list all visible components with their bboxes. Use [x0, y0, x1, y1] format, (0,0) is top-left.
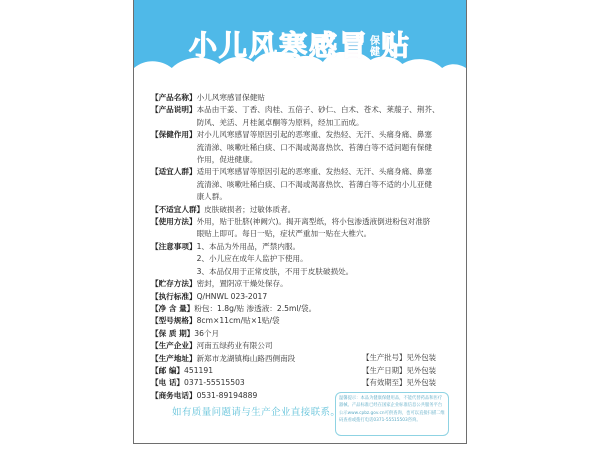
info-label: 【贮存方法】 — [151, 279, 197, 289]
info-label: 【型号规格】 — [151, 316, 197, 326]
info-label: 【产品名称】 — [151, 93, 197, 102]
info-label: 【生产地址】 — [151, 353, 197, 363]
info-value — [194, 303, 451, 315]
notice-box: 温馨提示：本品为健康保健用品，不能代替药品和医疗器械。产品标准已经在国家企业标准信息公共服务平台公示www.cpbz.gov.cn可供查询，也可以直接扫描二维码查看或拨打电话0371-55515503咨询。 — [335, 392, 449, 436]
info-value — [204, 204, 451, 216]
info-value-line: 3、本品仅用于正常皮肤，不用于皮肤破损处。 — [196, 266, 354, 276]
info-value-line: 外用，贴于肚脐(神阙穴)。揭开离型纸，将小包渗透液倒进粉包对准脐 — [196, 217, 431, 227]
info-value — [197, 92, 451, 104]
title-small-bottom: 健 — [370, 47, 380, 58]
info-label: 【适宜人群】 — [151, 167, 197, 177]
info-row — [151, 303, 451, 315]
quality-contact-note: 如有质量问题请与生产企业直接联系。 — [172, 407, 341, 418]
info-row — [151, 340, 451, 352]
info-row — [151, 315, 451, 327]
info-value-line: 2、小儿应在成年人监护下使用。 — [196, 254, 308, 264]
info-label: 【电 话】 — [151, 378, 185, 388]
info-value — [197, 166, 451, 203]
info-value-line: 流清涕、咳嗽吐稀白痰、口不渴或渴喜热饮、苔薄白等不适的小儿亚健 — [196, 179, 432, 189]
info-value-line: 0371-55515503 — [184, 378, 245, 388]
title-small-top: 保 — [370, 36, 380, 47]
info-value-line: 眼贴上即可。每日一贴，症状严重加一贴在大椎穴。 — [196, 229, 372, 239]
info-row — [151, 278, 451, 290]
info-value-line: 康人群。 — [196, 192, 227, 202]
info-label: 【不适宜人群】 — [151, 204, 205, 214]
title-small-stack — [369, 36, 381, 58]
info-label: 【净 含 量】 — [151, 303, 195, 313]
info-value — [194, 328, 451, 340]
batch-number: 【生产批号】见外包装 — [362, 353, 436, 362]
info-label: 【保健作用】 — [151, 130, 197, 140]
info-value — [197, 129, 451, 166]
info-row — [151, 92, 451, 104]
info-value-line: 对小儿风寒感冒等原因引起的恶寒重、发热轻、无汗、头痛身痛、鼻塞 — [196, 130, 432, 140]
production-date: 【生产日期】见外包装 — [362, 365, 436, 375]
info-value-line: 新郑市龙湖镇梅山路西侧南段 — [196, 353, 296, 363]
title-part-3: 贴 — [381, 29, 412, 62]
info-row — [151, 129, 451, 166]
title-part-2: 感冒 — [308, 29, 369, 62]
info-value-line: 8cm×11cm/贴×1贴/袋 — [196, 316, 280, 326]
info-label: 【保 质 期】 — [151, 328, 195, 338]
info-value-line: 粉包：1.8g/贴 渗透液：2.5ml/袋。 — [194, 303, 317, 313]
info-label: 【产品说明】 — [151, 105, 197, 115]
info-label: 【注意事项】 — [151, 241, 197, 251]
info-label: 【邮 编】 — [151, 365, 185, 375]
product-label-card — [133, 0, 467, 444]
info-value-line: Q/HNWL 023-2017 — [196, 291, 268, 301]
info-label: 【生产企业】 — [151, 341, 197, 351]
expiry-date: 【有效期至】见外包装 — [362, 378, 436, 388]
batch-info — [362, 352, 436, 390]
info-value — [197, 216, 451, 241]
info-value-line: 适用于风寒感冒等原因引起的恶寒重、发热轻、无汗、头痛身痛、鼻塞 — [196, 167, 432, 177]
product-title — [134, 24, 466, 64]
info-row — [151, 104, 451, 129]
info-row — [151, 241, 451, 278]
info-value — [197, 340, 451, 352]
info-value-line: 密封，置阴凉干燥处保存。 — [196, 279, 288, 289]
info-row — [151, 328, 451, 340]
info-value-line: 河南五绿药业有限公司 — [196, 341, 273, 351]
info-value — [197, 315, 451, 327]
info-value — [197, 278, 451, 290]
info-row — [151, 166, 451, 203]
info-value-line: 1、本品为外用品，严禁内服。 — [196, 241, 301, 251]
info-value-line: 36个月 — [194, 328, 220, 338]
info-value-line: 451191 — [184, 365, 214, 375]
info-row — [151, 216, 451, 241]
info-label: 【执行标准】 — [151, 291, 197, 301]
info-row — [151, 204, 451, 216]
info-value-line: 流清涕、咳嗽吐稀白痰、口不渴或渴喜热饮、苔薄白等不适问题有保健 — [196, 142, 432, 152]
info-row — [151, 291, 451, 303]
info-value-line: 小儿风寒感冒保健贴 — [196, 93, 265, 102]
title-part-1: 小儿风寒 — [188, 29, 309, 62]
info-label: 【商务电话】 — [151, 390, 197, 400]
info-label: 【使用方法】 — [151, 217, 197, 227]
info-value — [197, 241, 451, 278]
info-value-line: 防风、羌活、月桂氮卓酮等为原料，经加工而成。 — [196, 117, 364, 127]
info-value — [197, 104, 451, 129]
info-value — [197, 291, 451, 303]
info-value-line: 0531-89194889 — [196, 390, 258, 400]
info-value-line: 皮肤破损者；过敏体质者。 — [204, 204, 296, 214]
info-value-line: 本品由干姜、丁香、肉桂、五倍子、砂仁、白术、苍术、莱菔子、荆芥、 — [196, 105, 440, 115]
info-value-line: 作用，促进健康。 — [196, 155, 258, 165]
